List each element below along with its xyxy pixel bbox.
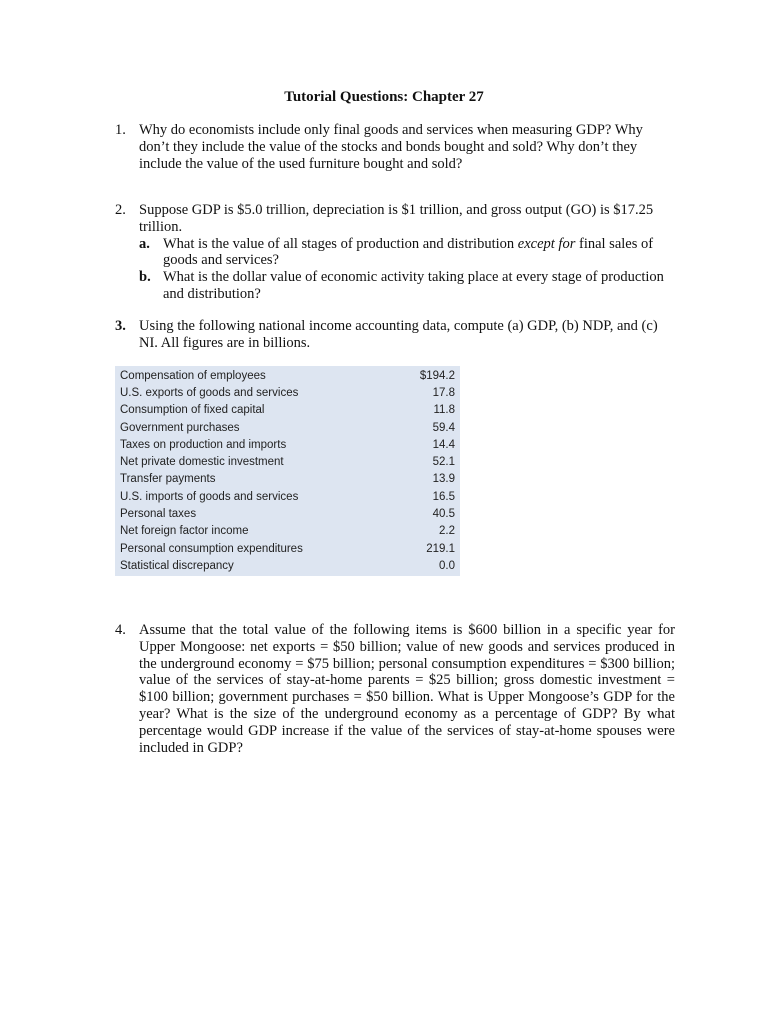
- table-row: [115, 523, 460, 540]
- row-value: 2.2: [439, 525, 455, 538]
- table-row: [115, 419, 460, 436]
- question-text: Assume that the total value of the following items is $600 billion in a specific year for Upper Mongoose: net exports = $50 billion; value of new goods and services produced in the underground economy = $75 billion; personal consumption expenditures = $300 billion; value of the services of stay-at-home parents = $25 billion; gross domestic investment = $100 billion; government purchases = $50 billion. What is Upper Mongoose’s GDP for the year? What is the size of the underground economy as a percentage of GDP? By what percentage would GDP increase if the value of the services of stay-at-home spouses were included in GDP?: [139, 622, 675, 756]
- table-row: [115, 367, 460, 384]
- row-label: Personal consumption expenditures: [120, 542, 303, 555]
- subquestion-b: [139, 269, 675, 303]
- table-row: [115, 402, 460, 419]
- row-label: Statistical discrepancy: [120, 559, 234, 572]
- national-income-data-table: [115, 366, 460, 576]
- subquestion-letter: b.: [139, 269, 151, 286]
- question-number: 1.: [115, 122, 126, 138]
- subquestion-a: [139, 236, 675, 270]
- subquestion-text: [163, 236, 675, 270]
- row-label: Taxes on production and imports: [120, 438, 287, 451]
- row-label: Government purchases: [120, 421, 240, 434]
- subquestion-text-emphasis: except for: [517, 235, 576, 252]
- table-row: [115, 540, 460, 557]
- question-text: Using the following national income accounting data, compute (a) GDP, (b) NDP, and (c) NI. All figures are in billions.: [139, 318, 658, 351]
- row-value: 14.4: [432, 438, 455, 451]
- question-3: [115, 318, 675, 352]
- subquestion-letter: a.: [139, 235, 150, 252]
- row-value: 13.9: [432, 473, 455, 486]
- table-row: [115, 453, 460, 470]
- row-value: 40.5: [432, 508, 455, 521]
- question-4: [115, 622, 675, 756]
- table-row: [115, 505, 460, 522]
- subquestion-text: What is the dollar value of economic activity taking place at every stage of production and distribution?: [163, 269, 664, 302]
- table-row: [115, 488, 460, 505]
- question-number: 3.: [115, 318, 126, 334]
- row-label: Compensation of employees: [120, 369, 266, 382]
- row-value: 59.4: [432, 421, 455, 434]
- row-label: Net foreign factor income: [120, 525, 249, 538]
- question-1: [115, 122, 675, 172]
- table-row: [115, 384, 460, 401]
- table-row: [115, 557, 460, 574]
- question-2: [115, 202, 675, 303]
- question-number: 4.: [115, 622, 126, 638]
- row-label: U.S. exports of goods and services: [120, 386, 299, 399]
- question-text: Why do economists include only final goods and services when measuring GDP? Why don’t they include the value of the stocks and bonds bought and sold? Why don’t they include the value of the used furniture bought and sold?: [139, 122, 643, 172]
- row-value: 16.5: [432, 490, 455, 503]
- question-number: 2.: [115, 202, 126, 218]
- subquestion-text-end: final sales of goods and services?: [163, 235, 654, 269]
- subquestion-text-start: What is the value of all stages of production and distribution: [163, 235, 518, 252]
- row-label: Transfer payments: [120, 473, 216, 486]
- table-row: [115, 471, 460, 488]
- row-label: Personal taxes: [120, 508, 197, 521]
- question-text: Suppose GDP is $5.0 trillion, depreciation is $1 trillion, and gross output (GO) is $17.25 trillion.: [139, 202, 654, 235]
- row-label: U.S. imports of goods and services: [120, 490, 299, 503]
- row-value: 0.0: [439, 559, 455, 572]
- row-value: $194.2: [419, 369, 455, 382]
- row-value: 11.8: [433, 404, 455, 417]
- row-value: 52.1: [432, 456, 455, 469]
- row-label: Consumption of fixed capital: [120, 404, 265, 417]
- row-label: Net private domestic investment: [120, 456, 284, 469]
- table-row: [115, 436, 460, 453]
- data-table: [115, 367, 460, 575]
- page-title: Tutorial Questions: Chapter 27: [284, 89, 484, 105]
- row-value: 17.8: [432, 386, 455, 399]
- row-value: 219.1: [426, 542, 455, 555]
